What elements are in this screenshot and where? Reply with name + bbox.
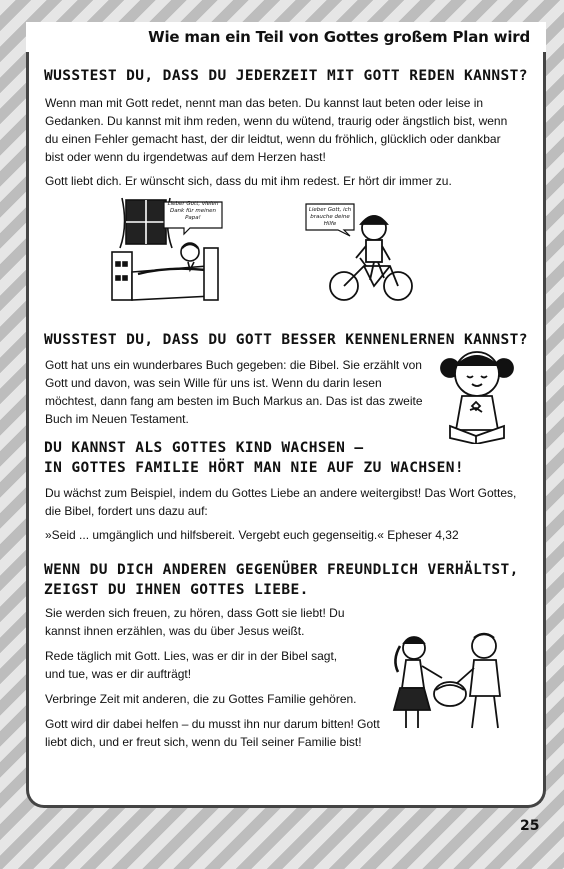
section1-paragraph1: Wenn man mit Gott redet, nennt man das beten. Du kannst laut beten oder leise in Gedanken. Du kannst mit ihm reden, wenn du wütend, traurig oder ängstlich bist, wenn du einen Fehler gemacht hast, der dir leidtut, wenn du fröhlich, glücklich oder dankbar bist oder wenn du irgendetwas auf dem Herzen hast! xyxy=(45,96,508,164)
speech-bubble-bed-text: Lieber Gott, vielen Dank für meinen Papa! xyxy=(167,201,219,221)
section1-heading: WUSSTEST DU, DASS DU JEDERZEIT MIT GOTT REDEN KANNST? xyxy=(44,68,528,84)
section2-paragraph: Gott hat uns ein wunderbares Buch gegeben: die Bibel. Sie erzählt von Gott und davon, was sein Wille für uns ist. Wenn du darin lesen möchtest, dann fang am besten im Buch Markus an. Das ist das zweite Buch im Neuen Testament. xyxy=(45,358,423,426)
kids-sharing-illustration xyxy=(384,632,516,732)
section3-heading-line1: DU KANNST ALS GOTTES KIND WACHSEN – xyxy=(44,440,364,456)
section1-paragraph2: Gott liebt dich. Er wünscht sich, dass du mit ihm redest. Er hört dir immer zu. xyxy=(45,174,452,188)
section4-paragraph4: Gott wird dir dabei helfen – du musst ihn nur darum bitten! Gott liebt dich, und er freut sich, wenn du Teil seiner Familie bist! xyxy=(45,717,380,749)
section3-quote: »Seid ... umgänglich und hilfsbereit. Vergebt euch gegenseitig.« Epheser 4,32 xyxy=(45,528,459,542)
girl-reading-bible-illustration xyxy=(436,346,518,444)
section4-heading-line1: WENN DU DICH ANDEREN GEGENÜBER FREUNDLICH VERHÄLTST, xyxy=(44,562,519,578)
section3-heading-line2: IN GOTTES FAMILIE HÖRT MAN NIE AUF ZU WACHSEN! xyxy=(44,460,464,476)
section4-paragraph1: Sie werden sich freuen, zu hören, dass Gott sie liebt! Du kannst ihnen erzählen, was du über Jesus weißt. xyxy=(45,606,345,638)
page-header xyxy=(26,22,546,52)
section3-paragraph: Du wächst zum Beispiel, indem du Gottes Liebe an andere weitergibst! Das Wort Gottes, die Bibel, fordert uns dazu auf: xyxy=(45,486,517,518)
section4-paragraph2: Rede täglich mit Gott. Lies, was er dir in der Bibel sagt, und tue, was er dir aufträgt! xyxy=(45,649,338,681)
page-title: Wie man ein Teil von Gottes großem Plan wird xyxy=(148,28,530,46)
section2-heading: WUSSTEST DU, DASS DU GOTT BESSER KENNENLERNEN KANNST? xyxy=(44,332,528,348)
speech-bubble-bike-text: Lieber Gott, ich brauche deine Hilfe xyxy=(308,207,352,227)
section4-paragraph3: Verbringe Zeit mit anderen, die zu Gottes Familie gehören. xyxy=(45,692,357,706)
section4-heading-line2: ZEIGST DU IHNEN GOTTES LIEBE. xyxy=(44,582,309,598)
page-number: 25 xyxy=(520,818,540,834)
